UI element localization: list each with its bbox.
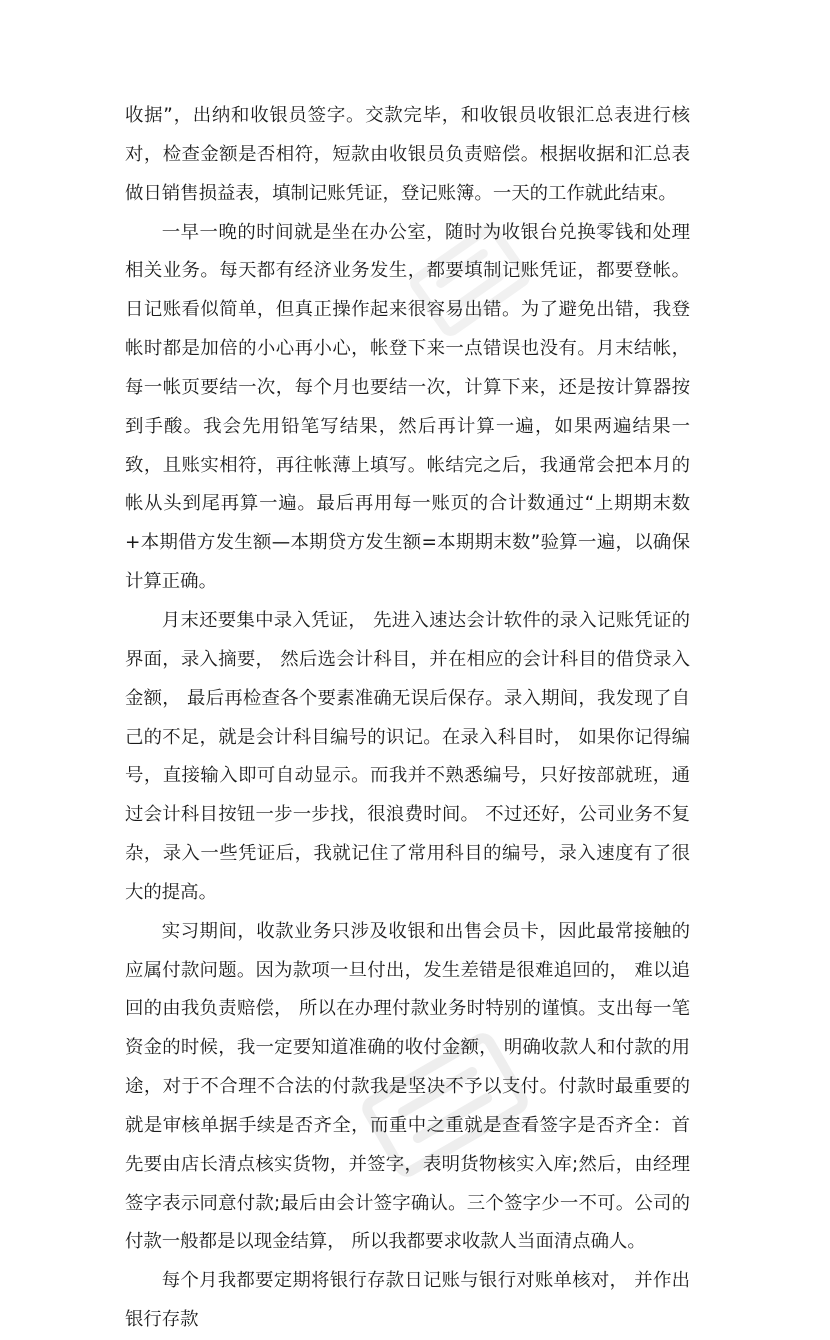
paragraph-2: 一早一晚的时间就是坐在办公室，随时为收银台兑换零钱和处理相关业务。每天都有经济业务发生，都要填制记账凭证，都要登帐。日记账看似简单，但真正操作起来很容易出错。为了避免出错，我登帐时都是加倍的小心再小心，帐登下来一点错误也没有。月末结帐，每一帐页要结一次，每个月也要结一次，计算下来，还是按计算器按到手酸。我会先用铅笔写结果，然后再计算一遍，如果两遍结果一致，且账实相符，再往帐薄上填写。帐结完之后，我通常会把本月的帐从头到尾再算一遍。最后再用每一账页的合计数通过“上期期末数+本期借方发生额—本期贷方发生额=本期期末数”验算一遍，以确保计算正确。 [125,221,690,593]
document-body [125,97,690,1340]
paragraph-4: 实习期间，收款业务只涉及收银和出售会员卡，因此最常接触的应属付款问题。因为款项一旦付出，发生差错是很难追回的， 难以追回的由我负责赔偿， 所以在办理付款业务时特别的谨慎。支出每一笔资金的时候，我一定要知道准确的收付金额， 明确收款人和付款的用途，对于不合理不合法的付款我是坚决不予以支付。付款时最重要的就是审核单据手续是否齐全，而重中之重就是查看签字是否齐全：首先要由店长清点核实货物，并签字，表明货物核实入库;然后，由经理签字表示同意付款;最后由会计签字确认。三个签字少一不可。公司的付款一般都是以现金结算， 所以我都要求收款人当面清点确人。 [125,920,690,1253]
paragraph-3: 月末还要集中录入凭证， 先进入速达会计软件的录入记账凭证的界面，录入摘要， 然后选会计科目，并在相应的会计科目的借贷录入金额， 最后再检查各个要素准确无误后保存。录入期间，我发现了自己的不足，就是会计科目编号的识记。在录入科目时， 如果你记得编号，直接输入即可自动显示。而我并不熟悉编号，只好按部就班，通过会计科目按钮一步一步找，很浪费时间。 不过还好，公司业务不复杂，录入一些凭证后，我就记住了常用科目的编号，录入速度有了很大的提高。 [125,609,690,903]
paragraph-5: 每个月我都要定期将银行存款日记账与银行对账单核对， 并作出银行存款 [125,1270,690,1331]
paragraph-1: 收据”，出纳和收银员签字。交款完毕，和收银员收银汇总表进行核对，检查金额是否相符，短款由收银员负责赔偿。根据收据和汇总表做日销售损益表，填制记账凭证，登记账簿。一天的工作就此结束。 [125,105,690,204]
